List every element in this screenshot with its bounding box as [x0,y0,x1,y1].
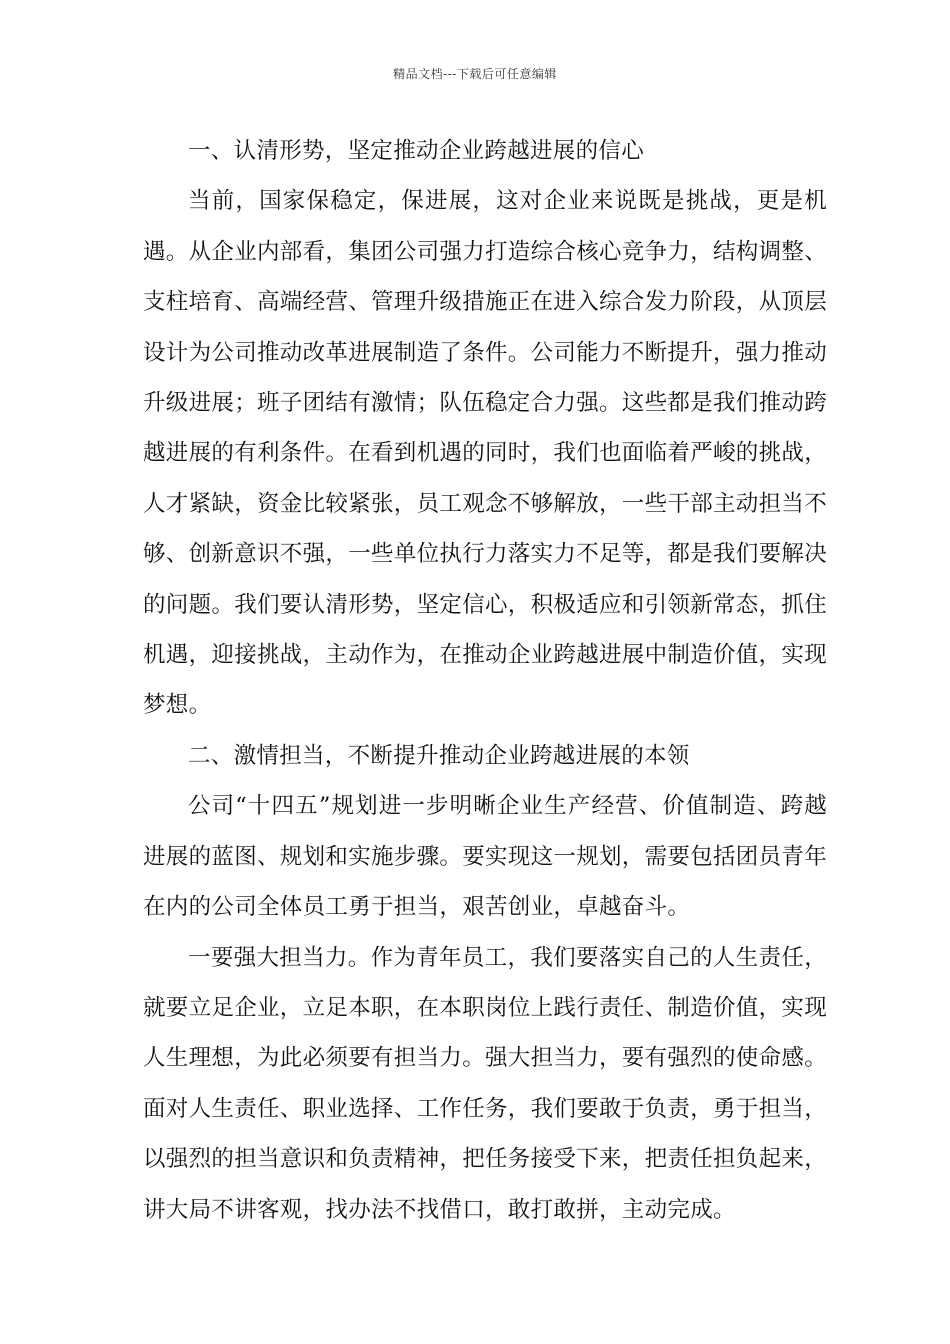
paragraph-situation: 当前，国家保稳定，保进展，这对企业来说既是挑战，更是机遇。从企业内部看，集团公司强力打造综合核心竞争力，结构调整、支柱培育、高端经营、管理升级措施正在进入综合发力阶段，从顶层设计为公司推动改革进展制造了条件。公司能力不断提升，强力推动升级进展；班子团结有激情；队伍稳定合力强。这些都是我们推动跨越进展的有利条件。在看到机遇的同时，我们也面临着严峻的挑战，人才紧缺，资金比较紧张，员工观念不够解放，一些干部主动担当不够、创新意识不强，一些单位执行力落实力不足等，都是我们要解决的问题。我们要认清形势，坚定信心，积极适应和引领新常态，抓住机遇，迎接挑战，主动作为，在推动企业跨越进展中制造价值，实现梦想。 [143,188,828,719]
section-heading-1: 一、认清形势，坚定推动企业跨越进展的信心 [188,138,645,164]
page-header: 精品文档---下载后可任意编辑 [393,67,557,81]
paragraph-responsibility: 一要强大担当力。作为青年员工，我们要落实自己的人生责任，就要立足企业，立足本职，在本职岗位上践行责任、制造价值，实现人生理想，为此必须要有担当力。强大担当力，要有强烈的使命感。面对人生责任、职业选择、工作任务，我们要敢于负责，勇于担当，以强烈的担当意识和负责精神，把任务接受下来，把责任担负起来，讲大局不讲客观，找办法不找借口，敢打敢拼，主动完成。 [143,944,828,1223]
section-heading-2: 二、激情担当，不断提升推动企业跨越进展的本领 [188,742,690,769]
document-body [143,126,827,1235]
paragraph-plan: 公司“十四五”规划进一步明晰企业生产经营、价值制造、跨越进展的蓝图、规划和实施步骤。要实现这一规划，需要包括团员青年在内的公司全体员工勇于担当，艰苦创业，卓越奋斗。 [143,793,828,921]
